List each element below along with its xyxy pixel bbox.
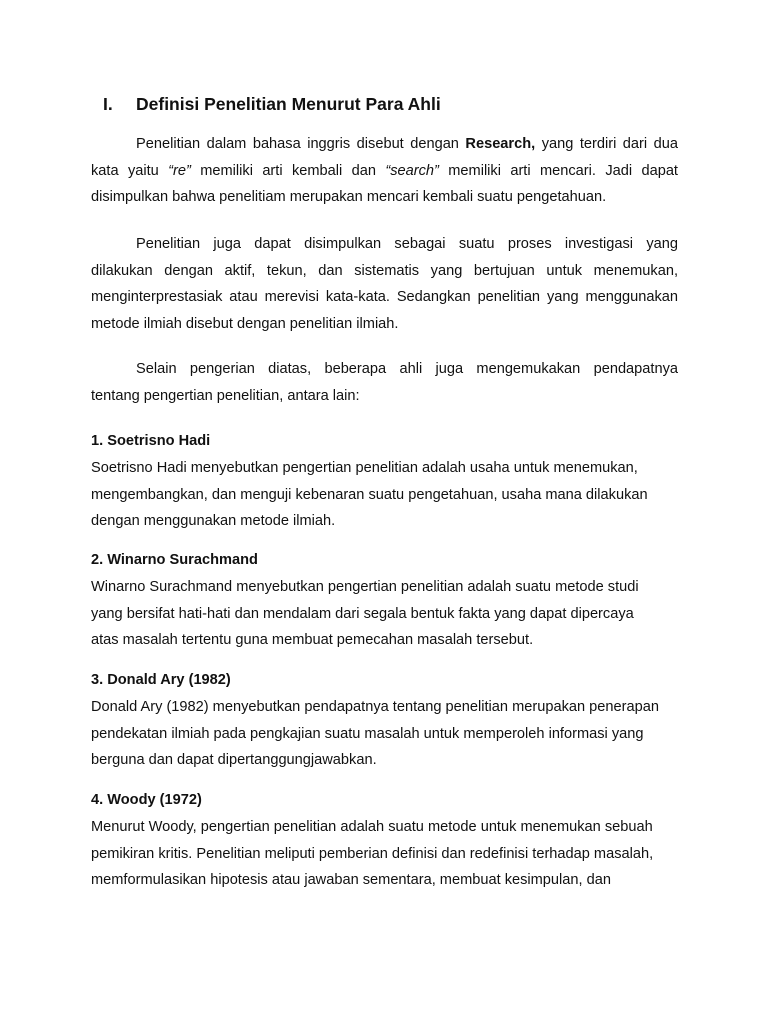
text-run: memiliki arti kembali dan [190, 162, 386, 179]
paragraph-line: Donald Ary (1982) menyebutkan pendapatnya tentang penelitian merupakan penerapan [91, 699, 659, 715]
paragraph-experts-intro [91, 356, 678, 409]
paragraph-line: dilakukan dengan aktif, tekun, dan sistematis yang bertujuan untuk menemukan, [91, 262, 678, 279]
paragraph-line: disimpulkan bahwa penelitiam merupakan mencari kembali suatu pengetahuan. [91, 189, 607, 205]
expert-heading: 1. Soetrisno Hadi [91, 433, 211, 449]
paragraph-line: atas masalah tertentu guna membuat pemecahan masalah tersebut. [91, 632, 534, 648]
paragraph-line: Penelitian juga dapat disimpulkan sebagai suatu proses investigasi yang [136, 236, 678, 252]
paragraph-line: yang bersifat hati-hati dan mendalam dari segala bentuk fakta yang dapat dipercaya [91, 605, 634, 622]
paragraph-line: Winarno Surachmand menyebutkan pengertian penelitian adalah suatu metode studi [91, 579, 639, 595]
paragraph-definition [91, 231, 678, 337]
expert-heading: 2. Winarno Surachmand [91, 552, 258, 568]
paragraph-line [91, 131, 678, 158]
expert-definition [91, 814, 691, 894]
paragraph-line: mengembangkan, dan menguji kebenaran suatu pengetahuan, usaha mana dilakukan [91, 486, 648, 503]
paragraph-line: menginterprestasiak atau merevisi kata-kata. Sedangkan penelitian yang menggunakan [91, 289, 678, 305]
text-run: Penelitian dalam bahasa inggris disebut dengan [136, 136, 466, 152]
paragraph-line: Soetrisno Hadi menyebutkan pengertian penelitian adalah usaha untuk menemukan, [91, 460, 638, 476]
expert-definition [91, 694, 691, 774]
paragraph-intro [91, 131, 678, 211]
paragraph-line: metode ilmiah disebut dengan penelitian ilmiah. [91, 315, 399, 332]
italic-term-re: “re” [168, 162, 191, 179]
paragraph-line: berguna dan dapat dipertanggungjawabkan. [91, 752, 377, 768]
bold-term-research: Research, [465, 136, 536, 152]
paragraph-line: memformulasikan hipotesis atau jawaban sementara, membuat kesimpulan, dan [91, 872, 611, 888]
section-title: Definisi Penelitian Menurut Para Ahli [136, 94, 441, 114]
paragraph-line: tentang pengertian penelitian, antara lain: [91, 387, 360, 404]
expert-definition [91, 574, 691, 654]
expert-heading: 4. Woody (1972) [91, 792, 202, 808]
section-number: I. [103, 94, 113, 114]
paragraph-line: Menurut Woody, pengertian penelitian adalah suatu metode untuk menemukan sebuah [91, 819, 653, 835]
expert-definition [91, 455, 691, 535]
text-run: memiliki arti mencari. Jadi dapat [438, 162, 678, 179]
paragraph-line: dengan menggunakan metode ilmiah. [91, 513, 336, 529]
text-run: kata yaitu [91, 162, 169, 179]
text-run: yang terdiri dari dua [535, 136, 678, 152]
italic-term-search: “search” [385, 162, 439, 179]
paragraph-line [91, 158, 678, 185]
paragraph-line: pemikiran kritis. Penelitian meliputi pemberian definisi dan redefinisi terhadap masalah, [91, 845, 654, 862]
paragraph-line: Selain pengerian diatas, beberapa ahli juga mengemukakan pendapatnya [136, 361, 678, 377]
section-heading [103, 92, 441, 116]
paragraph-line: pendekatan ilmiah pada pengkajian suatu masalah untuk memperoleh informasi yang [91, 725, 644, 742]
expert-heading: 3. Donald Ary (1982) [91, 672, 231, 688]
